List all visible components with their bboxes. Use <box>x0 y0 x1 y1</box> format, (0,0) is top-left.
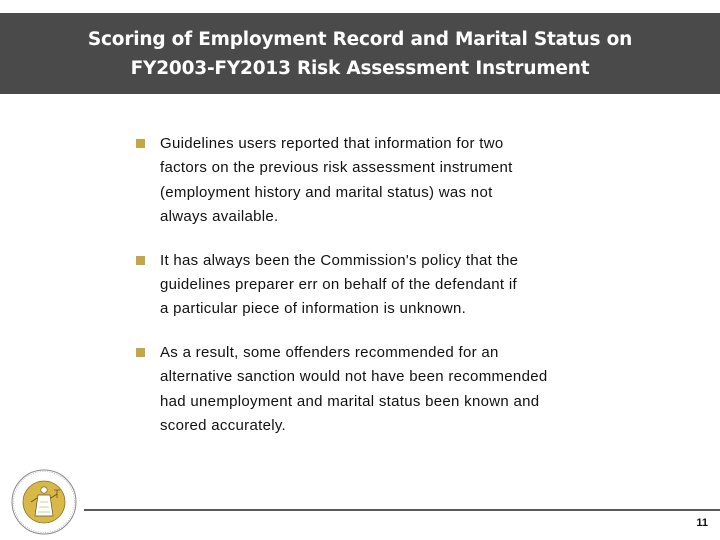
square-bullet-icon <box>136 348 145 357</box>
square-bullet-icon <box>136 139 145 148</box>
bullet-list <box>136 132 636 457</box>
title-bar <box>0 13 720 94</box>
bullet-item <box>136 132 636 230</box>
bullet-item <box>136 249 636 322</box>
square-bullet-icon <box>136 256 145 265</box>
slide-title-line-1: Scoring of Employment Record and Marital Status on <box>87 28 633 50</box>
page-number: 11 <box>696 517 708 529</box>
footer-rule <box>84 509 720 511</box>
bullet-text: It has always been the Commission's policy that the guidelines preparer err on behalf of the defendant if a particular piece of information is unknown. <box>160 251 519 318</box>
bullet-text: As a result, some offenders recommended for an alternative sanction would not have been recommended had unemployment and marital status been known and scored accurately. <box>160 343 548 435</box>
commission-seal-logo <box>10 468 78 536</box>
bullet-text: Guidelines users reported that information for two factors on the previous risk assessment instrument (employment history and marital status) was not always available. <box>160 135 513 226</box>
slide-title-line-2: FY2003-FY2013 Risk Assessment Instrument <box>130 57 590 79</box>
bullet-item <box>136 341 636 439</box>
